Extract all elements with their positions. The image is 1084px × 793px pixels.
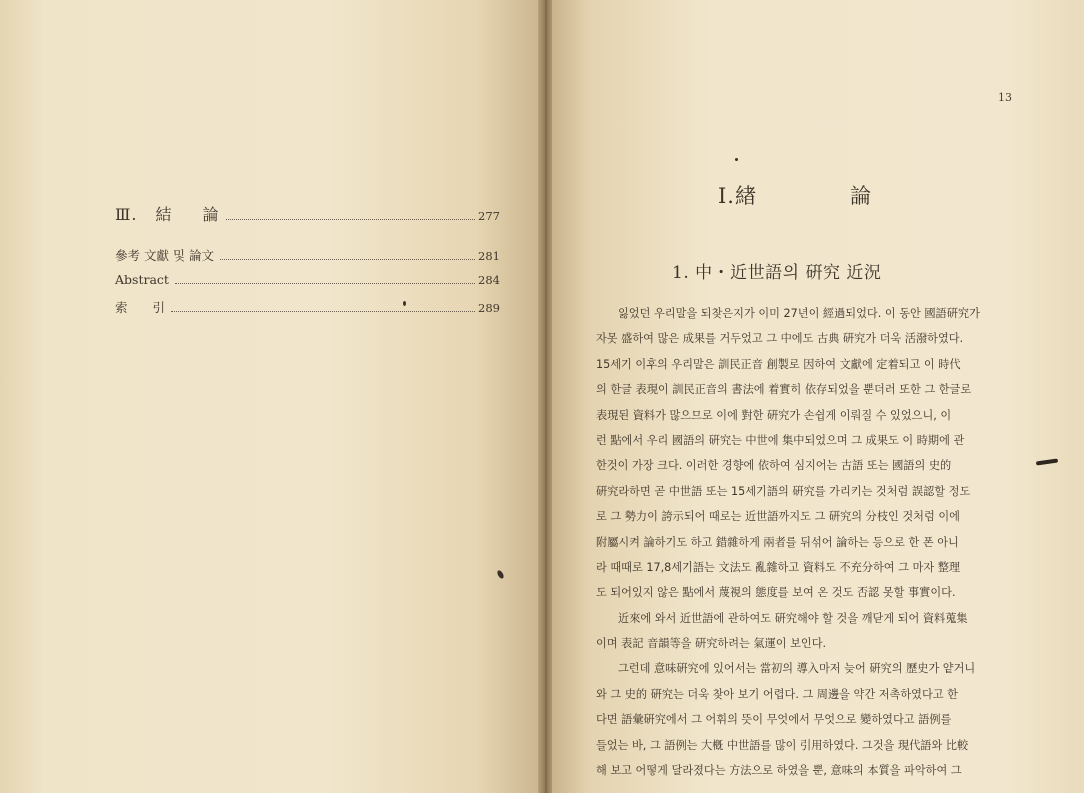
text-line: 잃었던 우리말을 되찾은지가 이미 27년이 經過되었다. 이 동안 國語硏究가	[618, 307, 980, 320]
text-line: 表現된 資料가 많으므로 이에 對한 硏究가 손쉽게 이뤄질 수 있었으니, 이	[596, 408, 952, 422]
toc-entry-conclusion	[115, 202, 500, 225]
text-line: 들었는 바, 그 語例는 大槪 中世語를 많이 引用하였다. 그것을 現代語와 比較	[596, 738, 969, 752]
toc-leader-dots	[220, 258, 475, 260]
text-line: 로 그 勢力이 誇示되어 때로는 近世語까지도 그 硏究의 分枝인 것처럼 이에	[596, 510, 960, 524]
toc-entry-abstract	[115, 272, 500, 287]
toc-label-part2: 論	[202, 205, 220, 224]
text-line: 硏究라하면 곧 中世語 또는 15세기語의 硏究를 가리키는 것처럼 誤認할 정도	[596, 484, 971, 498]
text-line: 의 한글 表現이 訓民正音의 書法에 着實히 依存되었을 뿐더러 또한 그 한글로	[596, 383, 972, 397]
text-line: 附屬시켜 論하기도 하고 錯雜하게 兩者를 뒤섞어 論하는 등으로 한 폰 아니	[596, 535, 959, 549]
toc-page-number: 289	[478, 301, 500, 315]
text-line: 해 보고 어떻게 달라졌다는 方法으로 하였을 뿐, 意味의 本質을 파악하여 그	[596, 764, 962, 778]
chapter-title-part2: 論	[850, 184, 872, 208]
left-page	[0, 0, 540, 793]
toc-page-number: 284	[478, 273, 500, 287]
text-line: 近來에 와서 近世語에 관하여도 硏究해야 할 것을 깨닫게 되어 資料蒐集	[618, 611, 968, 625]
toc-page-number: 281	[478, 249, 500, 263]
ink-speck	[496, 569, 505, 579]
toc-leader-dots	[226, 218, 476, 220]
body-text	[596, 301, 1018, 783]
text-line: 한것이 가장 크다. 이러한 경향에 依하여 심지어는 古語 또는 國語의 史的	[596, 459, 952, 473]
toc-label: 參考 文獻 및 論文	[115, 248, 214, 263]
text-line: 자못 盛하여 많은 成果를 거두었고 그 中에도 古典 硏究가 더욱 活潑하였다.	[596, 332, 964, 346]
text-line: 도 되어있지 않은 點에서 蔑視의 態度를 보여 온 것도 否認 못할 事實이다.	[596, 586, 956, 600]
toc-label: 索 引	[115, 300, 166, 315]
toc-leader-dots	[175, 282, 475, 284]
toc-page-number: 277	[478, 209, 500, 223]
text-line: 다면 語彙硏究에서 그 어휘의 뜻이 무엇에서 무엇으로 變하였다고 語例를	[596, 713, 952, 727]
toc-entry-index	[115, 298, 500, 316]
ink-speck	[403, 301, 406, 306]
chapter-title	[718, 180, 872, 210]
ink-speck	[735, 158, 738, 161]
text-line: 이며 表記 音韻等을 硏究하려는 氣運이 보인다.	[596, 637, 827, 651]
text-line: 15세기 이후의 우리말은 訓民正音 創製로 因하여 文獻에 定着되고 이 時代	[596, 357, 961, 371]
text-line: 런 點에서 우리 國語의 硏究는 中世에 集中되었으며 그 成果도 이 時期에 관	[596, 433, 965, 447]
text-line: 라 때때로 17,8세기語는 文法도 亂雜하고 資料도 不充分하여 그 마자 整理	[596, 560, 961, 574]
toc-entry-references	[115, 246, 500, 264]
toc-numeral: Ⅲ.	[115, 205, 138, 224]
page-number: 13	[998, 91, 1012, 104]
text-line: 와 그 史的 硏究는 더욱 찾아 보기 어렵다. 그 周邊을 약간 저촉하였다고 한	[596, 687, 958, 701]
toc-label-part1: 結	[155, 205, 173, 224]
text-line: 그런데 意味硏究에 있어서는 當初의 導入마저 늦어 硏究의 歷史가 얕거니	[618, 662, 976, 676]
toc-label: Abstract	[115, 272, 169, 287]
chapter-title-part1: Ⅰ.緖	[718, 184, 757, 208]
toc-leader-dots	[171, 310, 475, 312]
section-title: 1. 中・近世語의 硏究 近況	[672, 263, 882, 283]
